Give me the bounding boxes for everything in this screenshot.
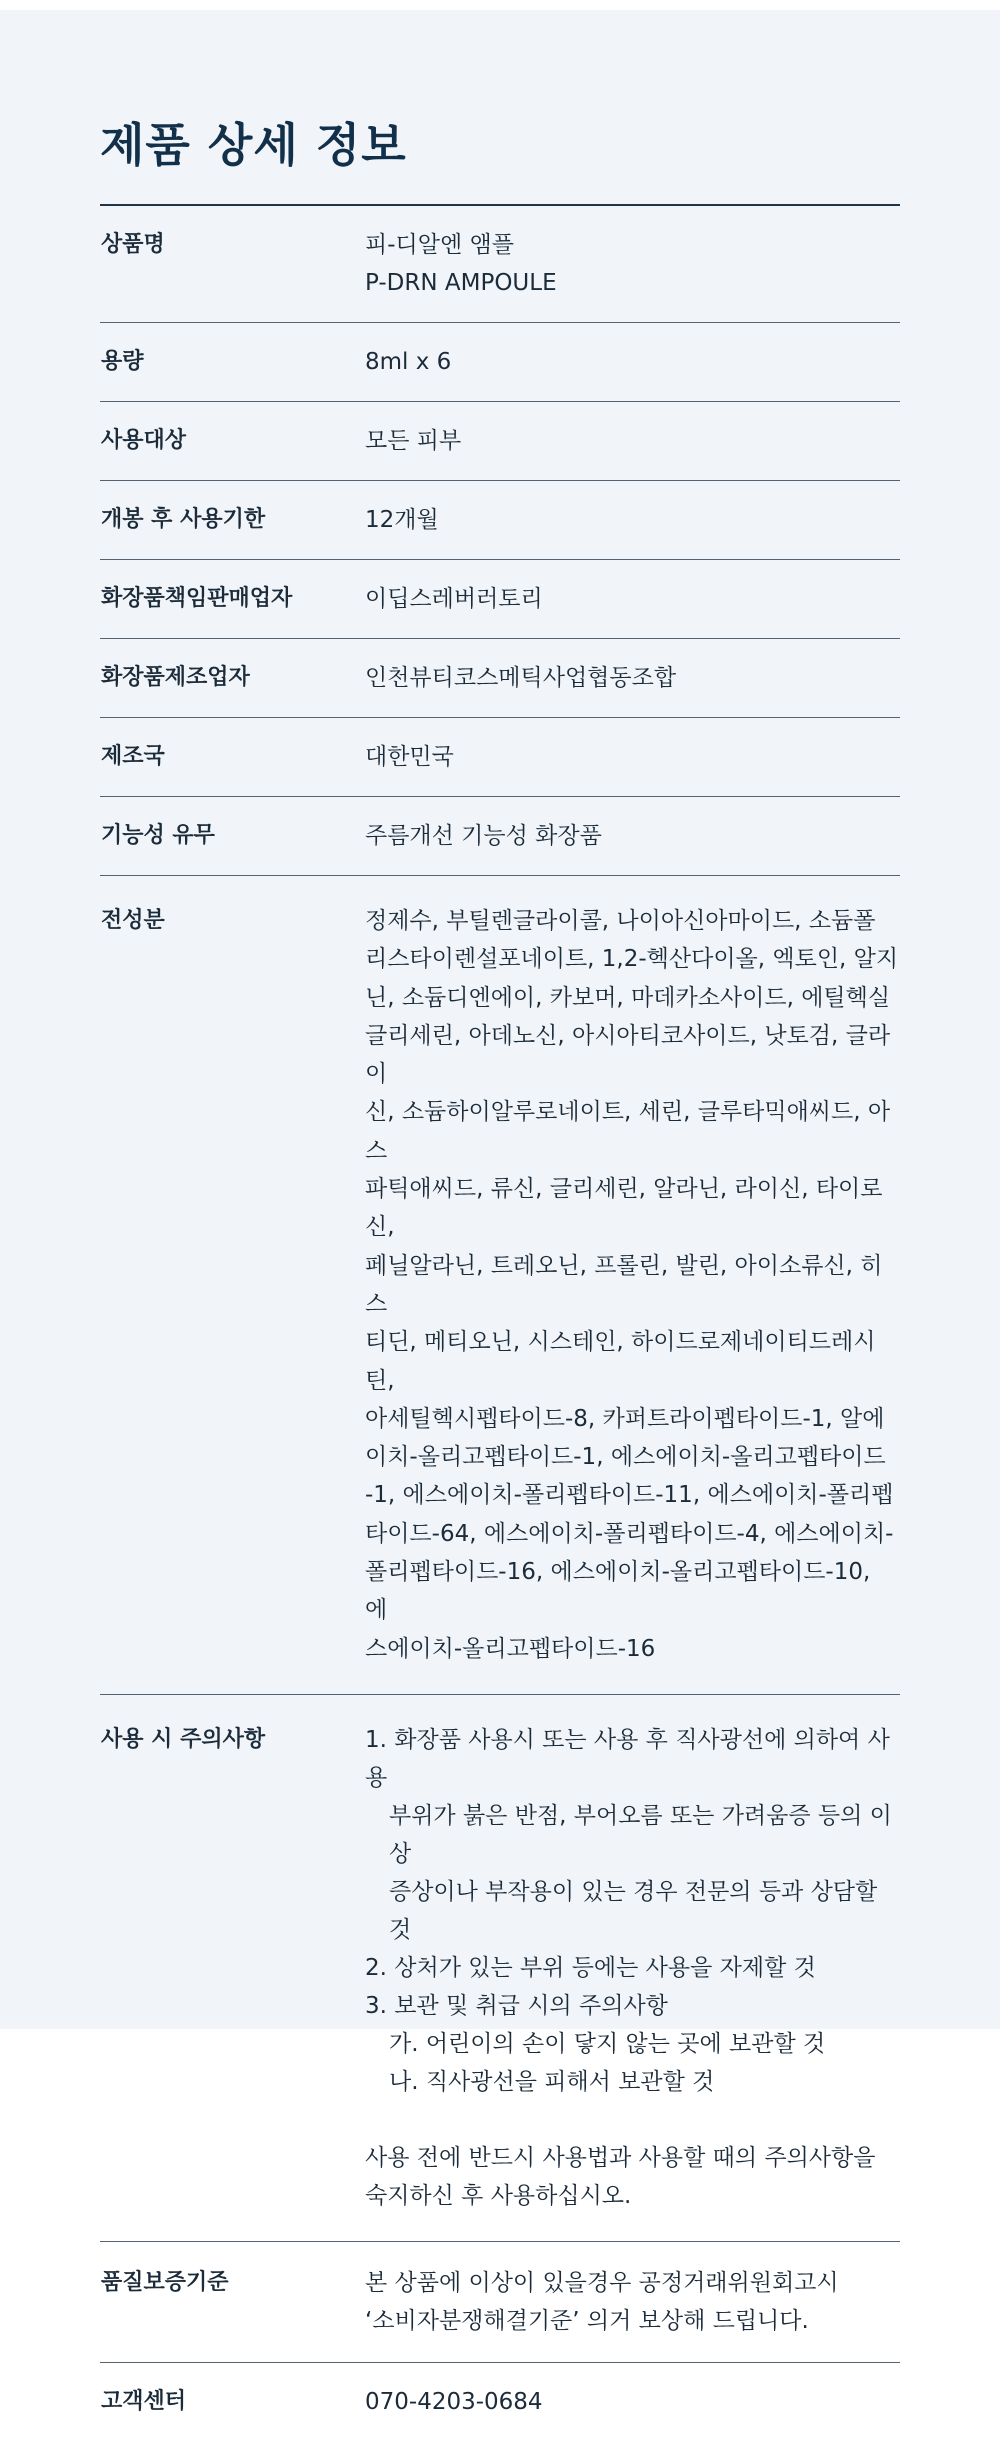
- ingredients-line: 신, 소듐하이알루로네이트, 세린, 글루타믹애씨드, 아스: [365, 1099, 891, 1164]
- ingredients-line: 닌, 소듐디엔에이, 카보머, 마데카소사이드, 에틸헥실: [365, 984, 891, 1011]
- page-title: 제품 상세 정보: [100, 118, 407, 172]
- row-customer-center: [100, 2362, 900, 2441]
- row-ingredients: [100, 876, 900, 1695]
- customer-center-label: 고객센터: [101, 2388, 187, 2414]
- volume-label: 용량: [100, 323, 364, 402]
- row-quality: [100, 2241, 900, 2362]
- country-value: 대한민국: [364, 718, 900, 797]
- quality-line: 본 상품에 이상이 있을경우 공정거래위원회고시: [365, 2269, 839, 2296]
- product-info-table: [100, 206, 900, 2441]
- row-manufacturer: [100, 639, 900, 718]
- ingredients-line: 페닐알라닌, 트레오닌, 프롤린, 발린, 아이소류신, 히스: [365, 1252, 883, 1317]
- row-seller: [100, 560, 900, 639]
- ingredients-line: 스에이치-올리고펩타이드-16: [365, 1635, 656, 1662]
- caution-item-1-cont: 증상이나 부작용이 있는 경우 전문의 등과 상담할 것: [389, 1878, 878, 1943]
- ingredients-line: 티딘, 메티오닌, 시스테인, 하이드로제네이티드레시틴,: [365, 1329, 876, 1394]
- ingredients-line: 글리세린, 아데노신, 아시아티코사이드, 낫토검, 글라이: [365, 1022, 891, 1088]
- ingredients-line: 폴리펩타이드-16, 에스에이치-올리고펩타이드-10, 에: [365, 1559, 871, 1624]
- row-caution: [100, 1694, 900, 2241]
- product-name-value: [364, 206, 900, 323]
- product-name-korean: 피-디알엔 앰플: [365, 232, 514, 258]
- caution-note: 사용 전에 반드시 사용법과 사용할 때의 주의사항을: [365, 2144, 876, 2171]
- customer-center-phone: 070-4203-0684: [365, 2388, 543, 2415]
- ingredients-line: 리스타이렌설포네이트, 1,2-헥산다이올, 엑토인, 알지: [365, 946, 899, 973]
- product-name-english: P-DRN AMPOULE: [365, 270, 557, 296]
- quality-label: 품질보증기준: [100, 2241, 364, 2362]
- caution-spacer: [365, 2101, 899, 2139]
- volume-value: 8ml x 6: [364, 323, 900, 402]
- row-functional: [100, 797, 900, 876]
- caution-note: 숙지하신 후 사용하십시오.: [365, 2182, 632, 2209]
- caution-item-1: 1. 화장품 사용시 또는 사용 후 직사광선에 의하여 사용: [365, 1726, 890, 1791]
- row-country: [100, 718, 900, 797]
- functional-label: 기능성 유무: [100, 797, 364, 876]
- expiry-value: 12개월: [364, 481, 900, 560]
- caution-item-2: 2. 상처가 있는 부위 등에는 사용을 자제할 것: [365, 1954, 816, 1981]
- ingredients-line: 이치-올리고펩타이드-1, 에스에이치-올리고펩타이드: [365, 1444, 886, 1471]
- target-label: 사용대상: [100, 402, 364, 481]
- row-volume: [100, 323, 900, 402]
- ingredients-line: -1, 에스에이치-폴리펩타이드-11, 에스에이치-폴리펩: [365, 1482, 894, 1509]
- ingredients-value: [364, 876, 900, 1695]
- product-name-label: 상품명: [100, 206, 364, 323]
- row-expiry: [100, 481, 900, 560]
- caution-item-3b: 나. 직사광선을 피해서 보관할 것: [389, 2068, 715, 2095]
- functional-value: 주름개선 기능성 화장품: [364, 797, 900, 876]
- quality-value: [364, 2241, 900, 2362]
- caution-label: 사용 시 주의사항: [100, 1694, 364, 2241]
- seller-value: 이딥스레버러토리: [364, 560, 900, 639]
- caution-item-3a: 가. 어린이의 손이 닿지 않는 곳에 보관할 것: [389, 2030, 826, 2057]
- caution-value: [364, 1694, 900, 2241]
- ingredients-line: 파틱애씨드, 류신, 글리세린, 알라닌, 라이신, 타이로신,: [365, 1176, 883, 1241]
- row-product-name: [100, 206, 900, 323]
- manufacturer-label: 화장품제조업자: [100, 639, 364, 718]
- country-label: 제조국: [100, 718, 364, 797]
- expiry-label: 개봉 후 사용기한: [100, 481, 364, 560]
- product-detail-panel: [0, 10, 1000, 2415]
- row-target: [100, 402, 900, 481]
- ingredients-line: 아세틸헥시펩타이드-8, 카퍼트라이펩타이드-1, 알에: [365, 1405, 885, 1432]
- caution-item-1-cont: 부위가 붉은 반점, 부어오름 또는 가려움증 등의 이상: [389, 1802, 892, 1867]
- target-value: 모든 피부: [364, 402, 900, 481]
- ingredients-line: 정제수, 부틸렌글라이콜, 나이아신아마이드, 소듐폴: [365, 908, 876, 934]
- quality-line: ‘소비자분쟁해결기준’ 의거 보상해 드립니다.: [365, 2307, 809, 2334]
- ingredients-label: 전성분: [100, 876, 364, 1695]
- manufacturer-value: 인천뷰티코스메틱사업협동조합: [364, 639, 900, 718]
- ingredients-line: 타이드-64, 에스에이치-폴리펩타이드-4, 에스에이치-: [365, 1520, 894, 1547]
- caution-item-3: 3. 보관 및 취급 시의 주의사항: [365, 1992, 668, 2019]
- seller-label: 화장품책임판매업자: [100, 560, 364, 639]
